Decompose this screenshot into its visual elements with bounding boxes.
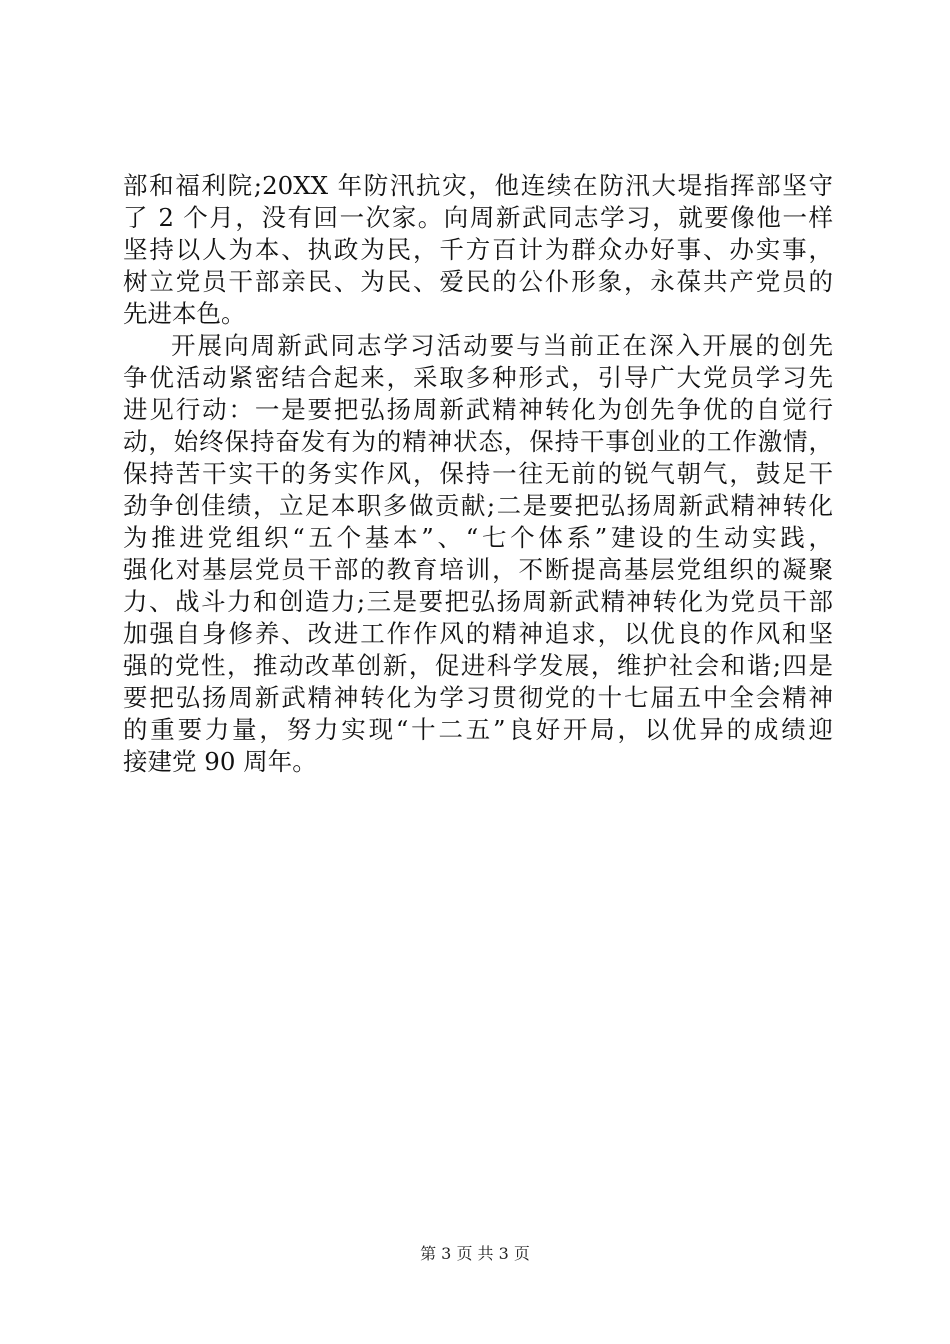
paragraph-line: 保持苦干实干的务实作风，保持一往无前的锐气朝气，鼓足干 [123,459,833,488]
page-number-footer: 第 3 页 共 3 页 [420,1244,530,1263]
paragraph-line: 劲争创佳绩，立足本职多做贡献;二是要把弘扬周新武精神转化 [123,491,833,520]
paragraph-line: 强化对基层党员干部的教育培训，不断提高基层党组织的凝聚 [123,555,833,584]
paragraph-line: 力、战斗力和创造力;三是要把弘扬周新武精神转化为党员干部 [123,587,833,616]
paragraph-1 [123,170,833,330]
paragraph-line: 接建党 90 周年。 [123,747,317,776]
paragraph-line: 了 2 个月，没有回一次家。向周新武同志学习，就要像他一样 [123,203,833,232]
paragraph-2 [123,330,833,778]
paragraph-line: 树立党员干部亲民、为民、爱民的公仆形象，永葆共产党员的 [123,267,833,296]
paragraph-line: 加强自身修养、改进工作作风的精神追求，以优良的作风和坚 [123,619,833,648]
paragraph-line: 为推进党组织“五个基本”、“七个体系”建设的生动实践， [123,523,833,552]
paragraph-line: 坚持以人为本、执政为民，千方百计为群众办好事、办实事， [123,235,833,264]
paragraph-line: 部和福利院;20XX 年防汛抗灾，他连续在防汛大堤指挥部坚守 [123,171,833,200]
body-text [123,170,833,778]
paragraph-line: 的重要力量，努力实现“十二五”良好开局，以优异的成绩迎 [123,715,833,744]
paragraph-line: 开展向周新武同志学习活动要与当前正在深入开展的创先 [171,331,833,360]
paragraph-line: 要把弘扬周新武精神转化为学习贯彻党的十七届五中全会精神 [123,683,833,712]
paragraph-line: 争优活动紧密结合起来，采取多种形式，引导广大党员学习先 [123,363,833,392]
paragraph-line: 进见行动：一是要把弘扬周新武精神转化为创先争优的自觉行 [123,395,833,424]
paragraph-line: 动，始终保持奋发有为的精神状态，保持干事创业的工作激情， [123,427,833,456]
paragraph-line: 先进本色。 [123,299,246,328]
paragraph-line: 强的党性，推动改革创新，促进科学发展，维护社会和谐;四是 [123,651,833,680]
